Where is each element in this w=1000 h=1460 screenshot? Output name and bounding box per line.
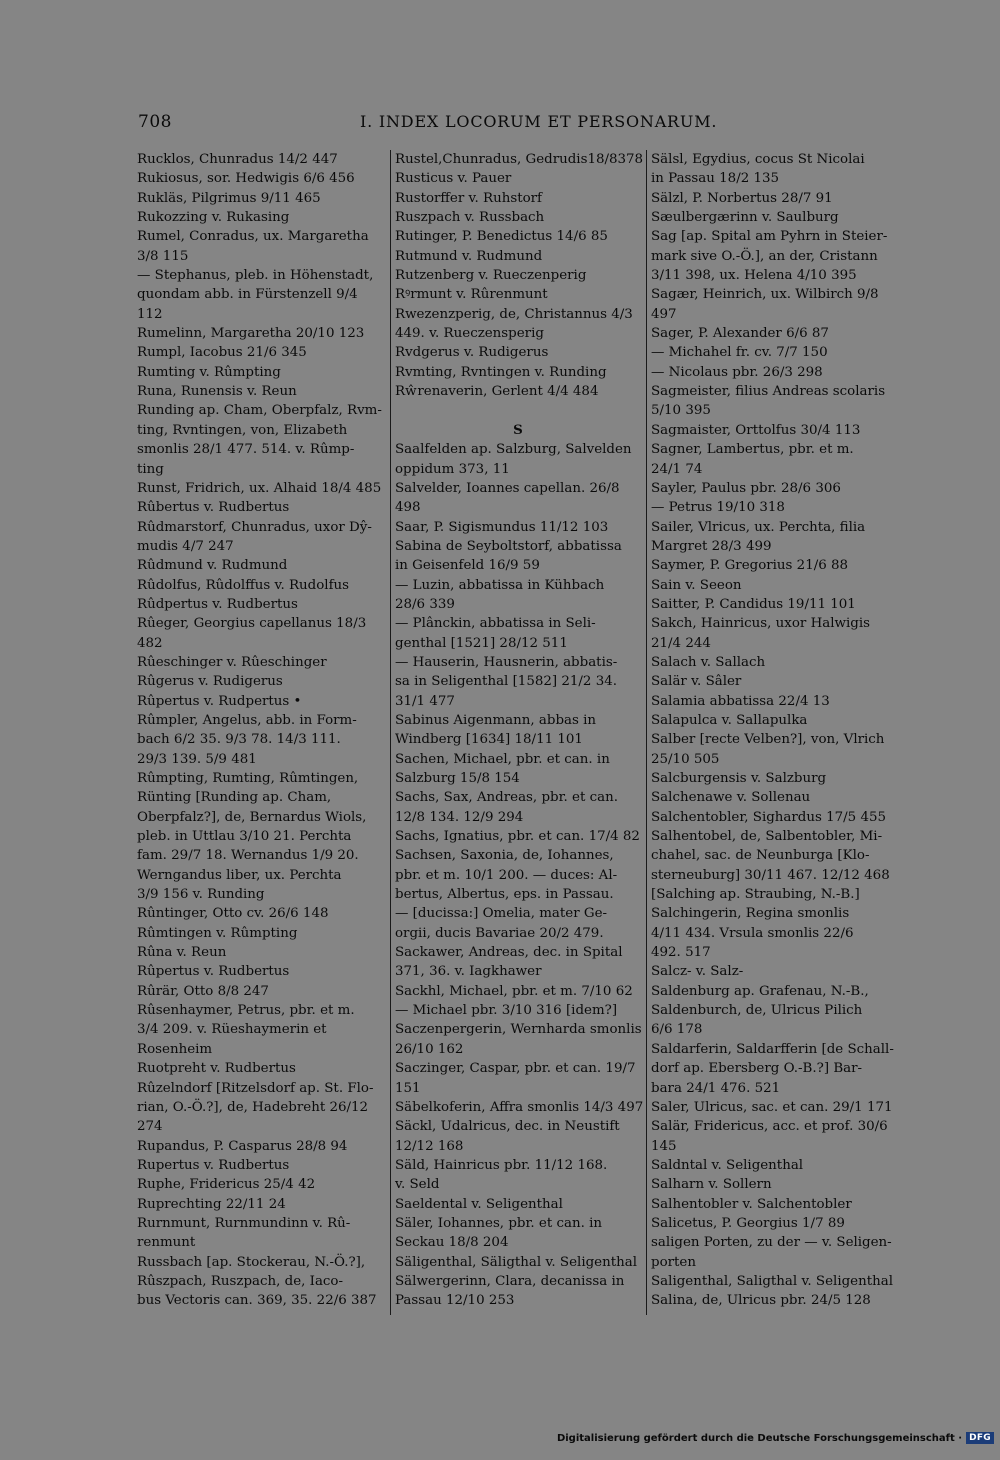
index-line: Sachs, Sax, Andreas, pbr. et can. — [395, 790, 618, 806]
index-line: Sabinus Aigenmann, abbas in — [395, 712, 597, 728]
index-line: Rwezenzperig, de, Christannus 4/3 — [395, 306, 633, 322]
index-line: dorf ap. Ebersberg O.-B.?] Bar- — [651, 1061, 863, 1077]
index-line: porten — [651, 1254, 696, 1270]
index-line: [Salching ap. Straubing, N.-B.] — [651, 887, 860, 903]
index-line: v. Seld — [395, 1177, 440, 1193]
index-line: 145 — [651, 1138, 677, 1154]
index-line: Rvdgerus v. Rudigerus — [395, 345, 549, 361]
index-line: 497 — [651, 306, 677, 322]
index-line: Rurnmunt, Rurnmundinn v. Rû- — [137, 1215, 351, 1231]
index-line: Saitter, P. Candidus 19/11 101 — [651, 596, 856, 612]
index-line: Sachsen, Saxonia, de, Iohannes, — [395, 848, 614, 864]
index-line: Salach v. Sallach — [651, 654, 766, 670]
index-line: Windberg [1634] 18/11 101 — [395, 732, 583, 748]
index-line: Rosenheim — [137, 1041, 213, 1057]
index-line: 112 — [137, 306, 163, 322]
index-line: Saldenburch, de, Ulricus Pilich — [651, 1003, 863, 1019]
index-line: Saeldental v. Seligenthal — [395, 1196, 563, 1212]
index-line: Sager, P. Alexander 6/6 87 — [651, 326, 829, 342]
index-line: Rûeschinger v. Rûeschinger — [137, 654, 327, 670]
index-line: 26/10 162 — [395, 1041, 464, 1057]
index-line: Russbach [ap. Stockerau, N.-Ö.?], — [137, 1254, 366, 1270]
index-line: Ruszpach v. Russbach — [395, 210, 545, 226]
index-line: Rûszpach, Ruszpach, de, Iaco- — [137, 1273, 344, 1289]
index-line: Salär v. Sâler — [651, 674, 742, 690]
index-line: Rvmting, Rvntingen v. Runding — [395, 364, 607, 380]
index-line: pleb. in Uttlau 3/10 21. Perchta — [137, 829, 352, 845]
index-line: Sälwergerinn, Clara, decanissa in — [395, 1273, 625, 1289]
index-line: mudis 4/7 247 — [137, 538, 234, 554]
running-head: I. INDEX LOCORUM ET PERSONARUM. — [360, 112, 718, 131]
dfg-logo: DFG — [966, 1432, 994, 1444]
index-line: Salchingerin, Regina smonlis — [651, 906, 850, 922]
index-line: — Petrus 19/10 318 — [651, 500, 785, 516]
index-line: quondam abb. in Fürstenzell 9/4 — [137, 287, 358, 303]
index-line: — Michael pbr. 3/10 316 [idem?] — [395, 1003, 618, 1019]
index-line: 5/10 395 — [651, 403, 711, 419]
index-line: Runa, Runensis v. Reun — [137, 384, 297, 400]
index-line: Salcz- v. Salz- — [651, 964, 744, 980]
index-line: Margret 28/3 499 — [651, 538, 772, 554]
index-line: Rûdmarstorf, Chunradus, uxor Dŷ- — [137, 519, 372, 535]
index-line: rian, O.-Ö.?], de, Hadebreht 26/12 — [137, 1099, 369, 1115]
index-line: 21/4 244 — [651, 635, 711, 651]
index-line: Rumelinn, Margaretha 20/10 123 — [137, 326, 365, 342]
index-line: renmunt — [137, 1235, 196, 1251]
index-line: Rusticus v. Pauer — [395, 171, 512, 187]
index-line: in Passau 18/2 135 — [651, 171, 780, 187]
index-line: 3/8 115 — [137, 248, 189, 264]
index-line: Rûna v. Reun — [137, 945, 227, 961]
index-line: Rûrär, Otto 8/8 247 — [137, 983, 269, 999]
index-line: Säligenthal, Säligthal v. Seligenthal — [395, 1254, 637, 1270]
index-line: 3/11 398, ux. Helena 4/10 395 — [651, 268, 857, 284]
index-line: Sagær, Heinrich, ux. Wilbirch 9/8 — [651, 287, 879, 303]
index-line: — Nicolaus pbr. 26/3 298 — [651, 364, 823, 380]
index-line: Rûbertus v. Rudbertus — [137, 500, 290, 516]
index-line: Rumpl, Iacobus 21/6 345 — [137, 345, 307, 361]
index-line: Rꝰrmunt v. Rûrenmunt — [395, 287, 548, 303]
index-line: mark sive O.-Ö.], an der, Cristann — [651, 248, 878, 264]
index-line: 28/6 339 — [395, 596, 455, 612]
index-line: Salharn v. Sollern — [651, 1177, 772, 1193]
index-line: Sälsl, Egydius, cocus St Nicolai — [651, 152, 865, 167]
section-letter: S — [513, 421, 523, 438]
index-line: Salber [recte Velben?], von, Vlrich — [651, 732, 885, 748]
index-line: Oberpfalz?], de, Bernardus Wiols, — [137, 809, 367, 825]
index-line: Rukozzing v. Rukasing — [137, 210, 290, 226]
index-line: Saldarferin, Saldarfferin [de Schall- — [651, 1041, 894, 1057]
index-line: 6/6 178 — [651, 1022, 703, 1038]
index-line: Säbelkoferin, Affra smonlis 14/3 497 — [395, 1099, 644, 1115]
index-line: Sakch, Hainricus, uxor Halwigis — [651, 616, 870, 632]
column-divider — [646, 150, 647, 1315]
index-line: 3/9 156 v. Runding — [137, 887, 265, 903]
index-line: saligen Porten, zu der — v. Seligen- — [651, 1235, 892, 1251]
index-line: Passau 12/10 253 — [395, 1293, 515, 1309]
index-line: Rünting [Runding ap. Cham, — [137, 790, 332, 806]
index-line: Rûeger, Georgius capellanus 18/3 — [137, 616, 367, 632]
index-line: Rŵrenaverin, Gerlent 4/4 484 — [395, 384, 599, 400]
index-line: Saldntal v. Seligenthal — [651, 1157, 804, 1173]
index-line: Salzburg 15/8 154 — [395, 771, 520, 786]
index-line: Rûdmund v. Rudmund — [137, 558, 288, 574]
page-number: 708 — [138, 112, 172, 132]
index-line: bus Vectoris can. 369, 35. 22/6 387 — [137, 1293, 377, 1309]
index-line: 492. 517 — [651, 945, 711, 961]
index-line: 3/4 209. v. Rüeshaymerin et — [137, 1022, 327, 1038]
index-line: Salcburgensis v. Salzburg — [651, 771, 827, 786]
index-line: — [ducissa:] Omelia, mater Ge- — [395, 906, 608, 922]
index-line: Werngandus liber, ux. Perchta — [137, 867, 342, 883]
index-line: Säld, Hainricus pbr. 11/12 168. — [395, 1157, 608, 1173]
index-line: 4/11 434. Vrsula smonlis 22/6 — [651, 925, 854, 941]
index-line: Saalfelden ap. Salzburg, Salvelden — [395, 442, 632, 458]
index-line: Sayler, Paulus pbr. 28/6 306 — [651, 480, 841, 496]
index-line: Rûgerus v. Rudigerus — [137, 674, 283, 690]
index-line — [395, 401, 641, 420]
index-line: Rumting v. Rûmpting — [137, 364, 281, 380]
index-line: Rûdpertus v. Rudbertus — [137, 596, 298, 612]
index-line: Sagner, Lambertus, pbr. et m. — [651, 442, 854, 458]
digitization-footer — [557, 1432, 994, 1444]
index-line: in Geisenfeld 16/9 59 — [395, 558, 540, 574]
index-line: 498 — [395, 500, 421, 516]
index-line: 151 — [395, 1080, 421, 1096]
index-line: Säler, Iohannes, pbr. et can. in — [395, 1215, 602, 1231]
index-line: Saczinger, Caspar, pbr. et can. 19/7 — [395, 1061, 636, 1077]
index-line: Rûzelndorf [Ritzelsdorf ap. St. Flo- — [137, 1080, 374, 1096]
index-line: Sachs, Ignatius, pbr. et can. 17/4 82 — [395, 829, 640, 845]
index-line: Seckau 18/8 204 — [395, 1235, 509, 1251]
index-line: 12/12 168 — [395, 1138, 464, 1154]
index-line: Ruotpreht v. Rudbertus — [137, 1061, 296, 1077]
index-line: Sagmaister, Orttolfus 30/4 113 — [651, 422, 861, 438]
index-line: Ruprechting 22/11 24 — [137, 1196, 286, 1212]
index-line: — Luzin, abbatissa in Kühbach — [395, 577, 605, 593]
index-line: Salchenawe v. Sollenau — [651, 790, 811, 806]
index-line: 449. v. Rueczensperig — [395, 326, 544, 342]
index-line: Rukläs, Pilgrimus 9/11 465 — [137, 190, 321, 206]
index-line: Rustorffer v. Ruhstorf — [395, 190, 543, 206]
index-line: Saczenpergerin, Wernharda smonlis — [395, 1022, 642, 1038]
index-line: Runst, Fridrich, ux. Alhaid 18/4 485 — [137, 480, 382, 496]
footer-credit: Digitalisierung gefördert durch die Deutsche Forschungsgemeinschaft · — [556, 1432, 963, 1444]
index-line: Salvelder, Ioannes capellan. 26/8 — [395, 480, 620, 496]
index-line: Sailer, Vlricus, ux. Perchta, filia — [651, 519, 866, 535]
index-line: — Stephanus, pleb. in Höhenstadt, — [137, 268, 374, 284]
index-line: bach 6/2 35. 9/3 78. 14/3 111. — [137, 732, 341, 748]
index-column-2 — [395, 150, 644, 1311]
index-line: genthal [1521] 28/12 511 — [395, 635, 568, 651]
index-line: Saldenburg ap. Grafenau, N.-B., — [651, 983, 869, 999]
index-line: ting — [137, 461, 164, 477]
index-line: Sabina de Seyboltstorf, abbatissa — [395, 538, 622, 554]
index-line: Sachen, Michael, pbr. et can. in — [395, 751, 610, 767]
index-line: Salamia abbatissa 22/4 13 — [651, 693, 830, 709]
index-line: 12/8 134. 12/9 294 — [395, 809, 524, 825]
index-line: Saligenthal, Saligthal v. Seligenthal — [651, 1273, 893, 1289]
index-line: Rûmtingen v. Rûmpting — [137, 925, 298, 941]
index-line: — Plânckin, abbatissa in Seli- — [395, 616, 596, 632]
index-line: Sackawer, Andreas, dec. in Spital — [395, 945, 623, 961]
index-line: Saler, Ulricus, sac. et can. 29/1 171 — [651, 1099, 893, 1115]
index-line: bara 24/1 476. 521 — [651, 1080, 781, 1096]
index-line: Salina, de, Ulricus pbr. 24/5 128 — [651, 1293, 871, 1309]
index-line: Säckl, Udalricus, dec. in Neustift — [395, 1119, 620, 1135]
index-line: Rûmpting, Rumting, Rûmtingen, — [137, 771, 359, 786]
index-line: fam. 29/7 18. Wernandus 1/9 20. — [137, 848, 359, 864]
index-line: Rûdolfus, Rûdolffus v. Rudolfus — [137, 577, 350, 593]
index-line: Sag [ap. Spital am Pyhrn in Steier- — [651, 229, 888, 245]
index-line: 24/1 74 — [651, 461, 703, 477]
index-line: — Michahel fr. cv. 7/7 150 — [651, 345, 828, 361]
index-line: 31/1 477 — [395, 693, 455, 709]
index-line: Rûmpler, Angelus, abb. in Form- — [137, 712, 357, 728]
index-line: Salchentobler, Sighardus 17/5 455 — [651, 809, 887, 825]
index-line: orgii, ducis Bavariae 20/2 479. — [395, 925, 604, 941]
column-divider — [390, 150, 391, 1315]
index-line: Rutinger, P. Benedictus 14/6 85 — [395, 229, 608, 245]
index-line: Salicetus, P. Georgius 1/7 89 — [651, 1215, 845, 1231]
index-line: Rukiosus, sor. Hedwigis 6/6 456 — [137, 171, 355, 187]
index-line: sterneuburg] 30/11 467. 12/12 468 — [651, 867, 890, 883]
index-line: Salär, Fridericus, acc. et prof. 30/6 — [651, 1119, 888, 1135]
index-line: Rûpertus v. Rudpertus • — [137, 693, 302, 709]
index-line: Rucklos, Chunradus 14/2 447 — [137, 152, 338, 167]
index-line: smonlis 28/1 477. 514. v. Rûmp- — [137, 442, 355, 458]
index-line: Rupandus, P. Casparus 28/8 94 — [137, 1138, 348, 1154]
index-line: 25/10 505 — [651, 751, 720, 767]
index-line: Rutzenberg v. Rueczenperig — [395, 268, 587, 284]
index-line: ting, Rvntingen, von, Elizabeth — [137, 422, 348, 438]
index-line: Rûntinger, Otto cv. 26/6 148 — [137, 906, 329, 922]
index-line: Rupertus v. Rudbertus — [137, 1157, 290, 1173]
index-line: bertus, Albertus, eps. in Passau. — [395, 887, 614, 903]
index-line: 274 — [137, 1119, 163, 1135]
index-line: Sæulbergærinn v. Saulburg — [651, 210, 839, 226]
index-line: Runding ap. Cham, Oberpfalz, Rvm- — [137, 403, 382, 419]
index-line: Salapulca v. Sallapulka — [651, 712, 808, 728]
index-line: Salhentobler v. Salchentobler — [651, 1196, 852, 1212]
index-line: Sälzl, P. Norbertus 28/7 91 — [651, 190, 833, 206]
index-line: Saar, P. Sigismundus 11/12 103 — [395, 519, 609, 535]
index-line: Sackhl, Michael, pbr. et m. 7/10 62 — [395, 983, 633, 999]
index-line: sa in Seligenthal [1582] 21/2 34. — [395, 674, 617, 690]
index-line: Ruphe, Fridericus 25/4 42 — [137, 1177, 316, 1193]
index-line: Saymer, P. Gregorius 21/6 88 — [651, 558, 849, 574]
index-line: 29/3 139. 5/9 481 — [137, 751, 257, 767]
index-line: chahel, sac. de Neunburga [Klo- — [651, 848, 870, 864]
index-line: — Hauserin, Hausnerin, abbatis- — [395, 654, 618, 670]
index-line: Rûpertus v. Rudbertus — [137, 964, 290, 980]
index-line: Salhentobel, de, Salbentobler, Mi- — [651, 829, 883, 845]
index-line: Rûsenhaymer, Petrus, pbr. et m. — [137, 1003, 355, 1019]
page-header — [138, 112, 890, 134]
index-line: Sagmeister, filius Andreas scolaris — [651, 384, 886, 400]
index-line: pbr. et m. 10/1 200. — duces: Al- — [395, 867, 618, 883]
index-line: oppidum 373, 11 — [395, 461, 510, 477]
index-column-1 — [137, 150, 385, 1311]
index-line: Sain v. Seeon — [651, 577, 742, 593]
index-line: Rustel,Chunradus, Gedrudis18/8378 — [395, 152, 644, 167]
index-column-3 — [651, 150, 899, 1311]
index-line: 371, 36. v. Iagkhawer — [395, 964, 542, 980]
index-line: 482 — [137, 635, 163, 651]
index-line: Rumel, Conradus, ux. Margaretha — [137, 229, 369, 245]
index-line: Rutmund v. Rudmund — [395, 248, 543, 264]
